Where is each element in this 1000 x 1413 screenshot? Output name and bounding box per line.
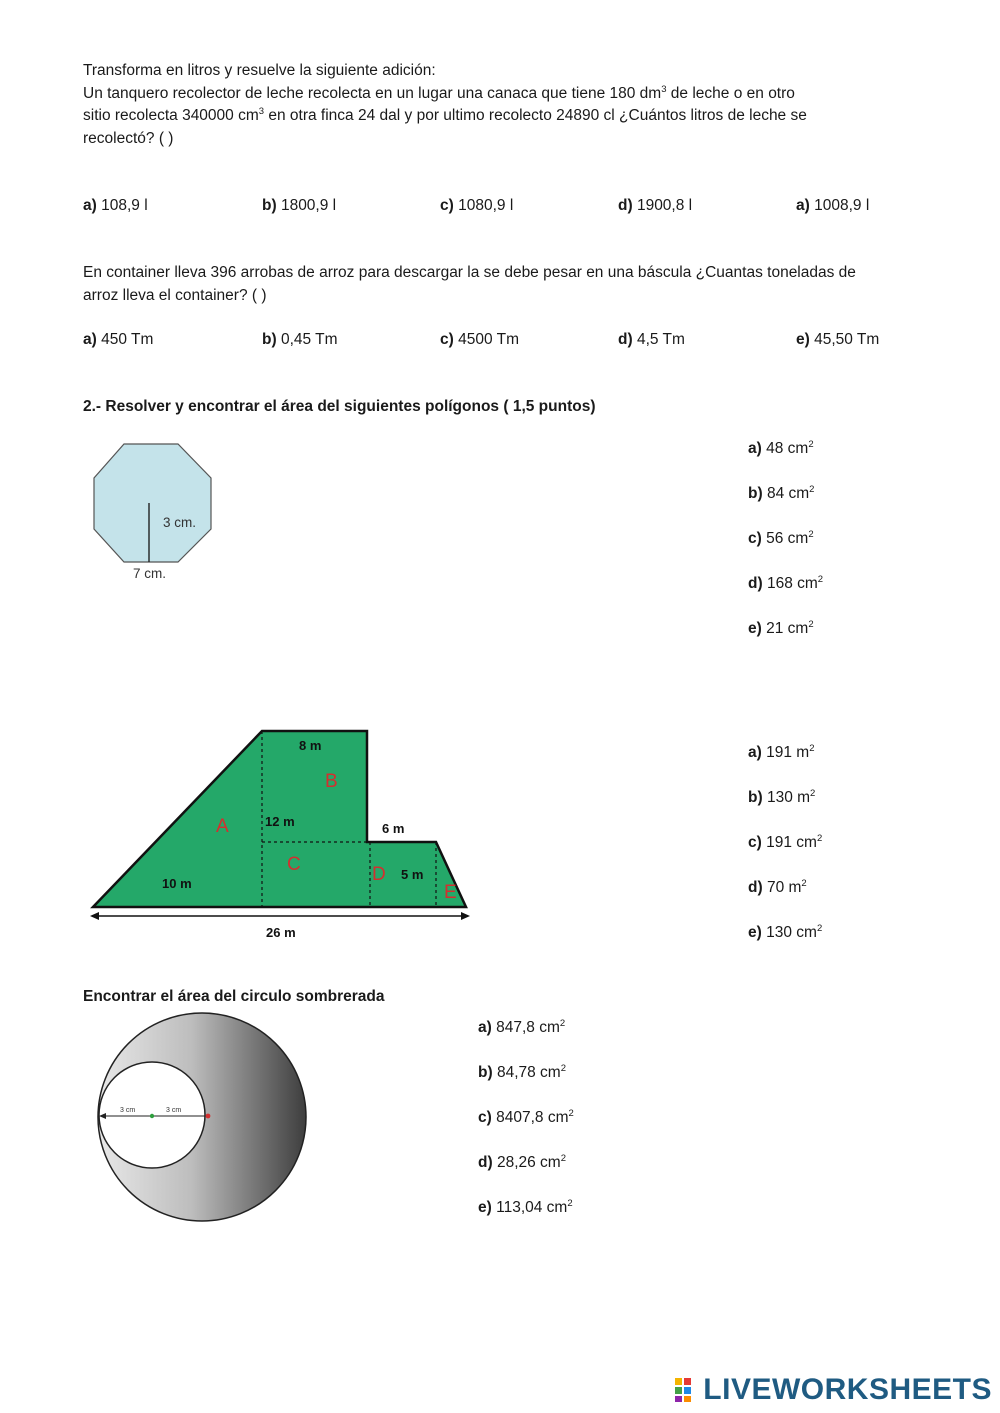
arrow-right-head xyxy=(461,912,470,920)
q2-option-e[interactable]: e) 45,50 Tm xyxy=(796,331,880,348)
q2-option-b[interactable]: b) 0,45 Tm xyxy=(262,331,338,348)
arrow-left-head xyxy=(90,912,99,920)
composite-option-b[interactable]: b) 130 $m^2$ xyxy=(748,788,816,806)
edge-dot xyxy=(206,1114,211,1119)
label-step: 6 m xyxy=(382,821,405,836)
question-2-line-1: En container lleva 396 arrobas de arroz para descargar la se debe pesar en una báscula ¿Cuantas toneladas de xyxy=(83,264,856,281)
q2-option-a[interactable]: a) 450 Tm xyxy=(83,331,154,348)
q1-option-d[interactable]: d) 1900,8 l xyxy=(618,197,693,214)
q1-option-b[interactable]: b) 1800,9 l xyxy=(262,197,337,214)
circle-option-e[interactable]: e) 113,04 $cm^2$ xyxy=(478,1198,573,1216)
question-1-intro: Transforma en litros y resuelve la siguiente adición: xyxy=(83,62,436,79)
composite-option-c[interactable]: c) 191 $cm^2$ xyxy=(748,833,823,851)
circle-option-d[interactable]: d) 28,26 $cm^2$ xyxy=(478,1153,566,1171)
question-1 xyxy=(83,60,923,150)
q2-option-c[interactable]: c) 4500 Tm xyxy=(440,331,519,348)
octagon-option-b[interactable]: b) 84 $cm^2$ xyxy=(748,484,815,502)
q1-option-c[interactable]: c) 1080,9 l xyxy=(440,197,514,214)
octagon-side-label: 7 cm. xyxy=(133,566,167,581)
region-b: B xyxy=(325,771,338,792)
composite-option-d[interactable]: d) 70 $m^2$ xyxy=(748,878,807,896)
octagon-height-label: 3 cm. xyxy=(163,515,197,530)
question-2 xyxy=(83,262,933,307)
octagon-option-d[interactable]: d) 168 $cm^2$ xyxy=(748,574,824,592)
liveworksheets-logo-icon xyxy=(674,1377,700,1403)
region-a: A xyxy=(216,816,229,837)
region-d: D xyxy=(372,864,386,885)
circle-option-b[interactable]: b) 84,78 $cm^2$ xyxy=(478,1063,566,1081)
circle-figure xyxy=(95,1010,310,1225)
label-d-height: 5 m xyxy=(401,867,424,882)
circle-option-c[interactable]: c) 8407,8 $cm^2$ xyxy=(478,1108,574,1126)
label-top: 8 m xyxy=(299,738,322,753)
circle-heading: Encontrar el área del circulo sombrerada xyxy=(83,988,385,1005)
label-radius-right: 3 cm xyxy=(166,1107,182,1114)
label-radius-left: 3 cm xyxy=(120,1107,136,1114)
octagon-option-c[interactable]: c) 56 $cm^2$ xyxy=(748,529,814,547)
label-total: 26 m xyxy=(266,925,296,940)
region-c: C xyxy=(287,854,301,875)
octagon-option-e[interactable]: e) 21 $cm^2$ xyxy=(748,619,814,637)
q2-option-d[interactable]: d) 4,5 Tm xyxy=(618,331,685,348)
q1-option-a[interactable]: a) 108,9 l xyxy=(83,197,148,214)
octagon-shape xyxy=(94,444,211,562)
q1-option-e[interactable]: a) 1008,9 l xyxy=(796,197,870,214)
center-dot xyxy=(150,1114,154,1118)
liveworksheets-logo-text: LIVEWORKSHEETS xyxy=(703,1373,992,1406)
octagon-option-a[interactable]: a) 48 $cm^2$ xyxy=(748,439,814,457)
label-height: 12 m xyxy=(265,814,295,829)
composite-option-e[interactable]: e) 130 $cm^2$ xyxy=(748,923,823,941)
question-1-line-3: sitio recolecta 340000 $cm^3$ en otra finca 24 dal y por ultimo recolecto 24890 cl ¿Cuántos litros de leche se xyxy=(83,106,807,124)
composite-option-a[interactable]: a) 191 $m^2$ xyxy=(748,743,815,761)
question-2-line-2: arroz lleva el container? ( ) xyxy=(83,286,267,304)
section-2-heading: 2.- Resolver y encontrar el área del siguientes polígonos ( 1,5 puntos) xyxy=(83,398,596,415)
question-1-line-4: recolectó? ( ) xyxy=(83,129,174,147)
region-e: E xyxy=(444,882,457,903)
question-1-line-2: Un tanquero recolector de leche recolecta en un lugar una canaca que tiene 180 $dm^3$ de leche o en otro xyxy=(83,83,795,102)
label-base-left: 10 m xyxy=(162,876,192,891)
composite-polygon-figure xyxy=(80,720,480,950)
circle-option-a[interactable]: a) 847,8 $cm^2$ xyxy=(478,1018,566,1036)
liveworksheets-logo[interactable] xyxy=(674,1373,992,1407)
octagon-figure xyxy=(88,440,228,590)
